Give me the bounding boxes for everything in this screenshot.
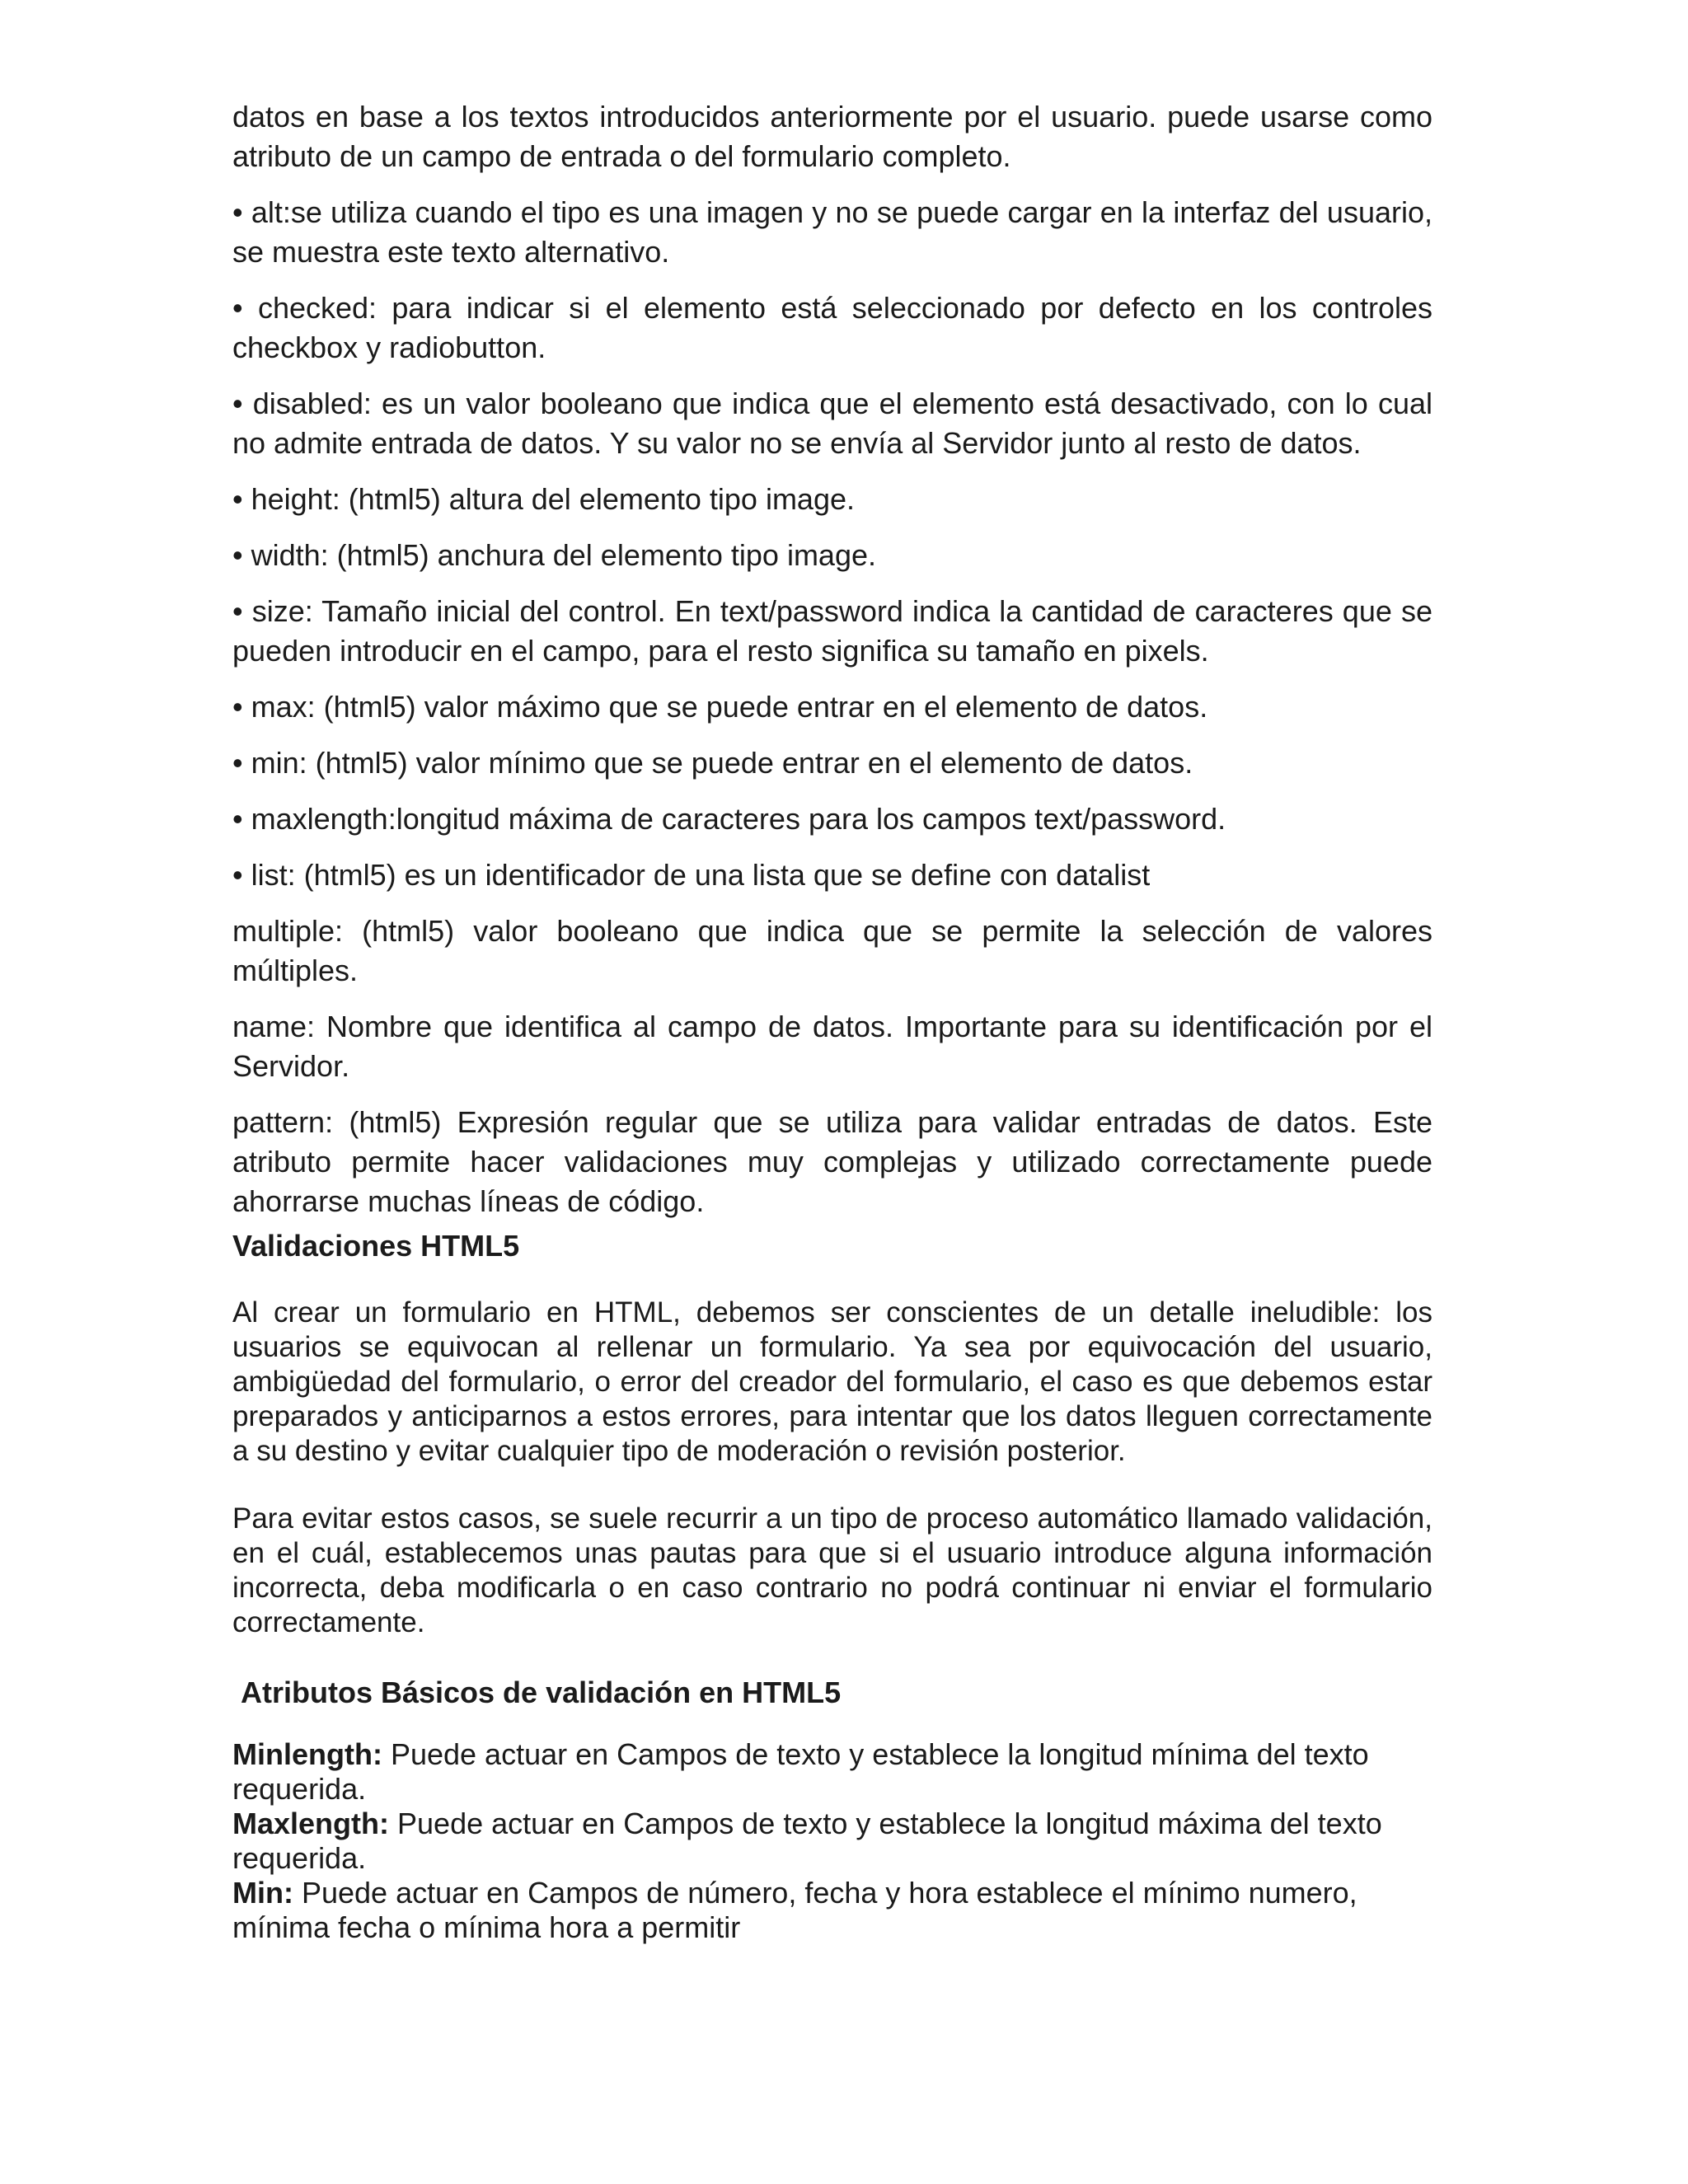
list-item-size: • size: Tamaño inicial del control. En text/password indica la cantidad de caracteres que se pueden introducir en el campo, para el resto significa su tamaño en pixels. xyxy=(232,594,1432,668)
list-item-checked: • checked: para indicar si el elemento está seleccionado por defecto en los controles checkbox y radiobutton. xyxy=(232,291,1432,364)
list-item-list: • list: (html5) es un identificador de una lista que se define con datalist xyxy=(232,858,1151,892)
attribute-item-minlength xyxy=(232,1737,1432,1807)
list-item-multiple: multiple: (html5) valor booleano que indica que se permite la selección de valores múltiples. xyxy=(232,914,1432,987)
section-heading-atributos: Atributos Básicos de validación en HTML5 xyxy=(241,1675,842,1709)
list-item-max: • max: (html5) valor máximo que se puede entrar en el elemento de datos. xyxy=(232,690,1208,724)
list-item-pattern: pattern: (html5) Expresión regular que se utiliza para validar entradas de datos. Este atributo permite hacer validaciones muy complejas y utilizado correctamente puede ahorrarse muchas líneas de código. xyxy=(232,1105,1432,1218)
list-item-width: • width: (html5) anchura del elemento tipo image. xyxy=(232,538,876,572)
attribute-item-maxlength xyxy=(232,1807,1432,1876)
attribute-term: Minlength: xyxy=(232,1737,382,1771)
spacer xyxy=(232,1713,1432,1737)
attribute-description: Puede actuar en Campos de número, fecha y hora establece el mínimo numero, mínima fecha o mínima hora a permitir xyxy=(232,1876,1357,1944)
list-item-name: name: Nombre que identifica al campo de datos. Importante para su identificación por el Servidor. xyxy=(232,1010,1432,1083)
list-item-disabled: • disabled: es un valor booleano que indica que el elemento está desactivado, con lo cual no admite entrada de datos. Y su valor no se envía al Servidor junto al resto de datos. xyxy=(232,387,1432,460)
list-item-maxlength: • maxlength:longitud máxima de caracteres para los campos text/password. xyxy=(232,802,1226,836)
spacer xyxy=(232,1266,1432,1296)
attribute-term: Min: xyxy=(232,1876,293,1910)
attribute-item-min xyxy=(232,1876,1432,1945)
attribute-description: Puede actuar en Campos de texto y establece la longitud máxima del texto requerida. xyxy=(232,1807,1382,1875)
list-item-min: • min: (html5) valor mínimo que se puede entrar en el elemento de datos. xyxy=(232,746,1193,780)
paragraph-autocomplete-continuation: datos en base a los textos introducidos anteriormente por el usuario. puede usarse como atributo de un campo de entrada o del formulario completo. xyxy=(232,100,1432,173)
attribute-term: Maxlength: xyxy=(232,1807,390,1840)
paragraph-validaciones-1: Al crear un formulario en HTML, debemos ser conscientes de un detalle ineludible: los usuarios se equivocan al rellenar un formulario. Ya sea por equivocación del usuario, ambigüedad del formulario, o error del creador del formulario, el caso es que debemos estar preparados y anticiparnos a estos errores, para intentar que los datos lleguen correctamente a su destino y evitar cualquier tipo de moderación o revisión posterior. xyxy=(232,1296,1432,1467)
list-item-alt: • alt:se utiliza cuando el tipo es una imagen y no se puede cargar en la interfaz del usuario, se muestra este texto alternativo. xyxy=(232,195,1432,269)
section-heading-validaciones: Validaciones HTML5 xyxy=(232,1229,520,1263)
list-item-height: • height: (html5) altura del elemento tipo image. xyxy=(232,482,855,516)
document-page xyxy=(232,97,1432,1945)
paragraph-validaciones-2: Para evitar estos casos, se suele recurrir a un tipo de proceso automático llamado validación, en el cuál, establecemos unas pautas para que si el usuario introduce alguna información incorrecta, deba modificarla o en caso contrario no podrá continuar ni enviar el formulario correctamente. xyxy=(232,1502,1432,1638)
attribute-description: Puede actuar en Campos de texto y establece la longitud mínima del texto requerida. xyxy=(232,1737,1369,1806)
